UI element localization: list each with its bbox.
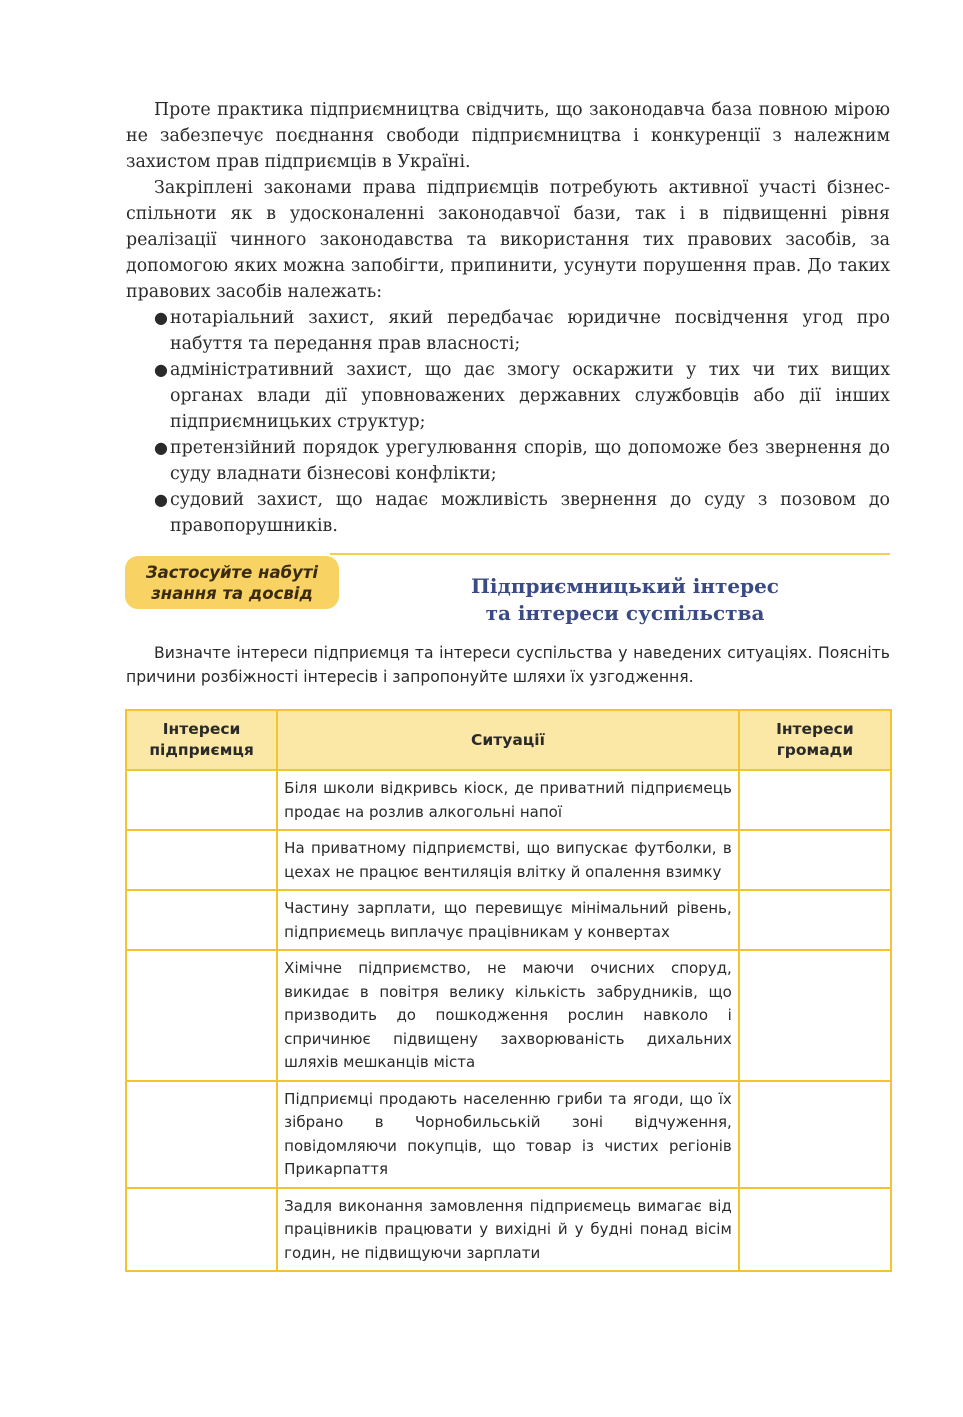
entrepreneur-interest-cell[interactable] — [126, 830, 277, 890]
list-item: ● судовий захист, що надає можливість звернення до суду з позовом до правопорушників. — [126, 487, 890, 539]
task-title-line1: Підприємницький інтерес — [471, 574, 779, 598]
situations-table — [125, 709, 892, 1272]
main-text — [126, 97, 890, 539]
list-item: ● претензійний порядок урегулювання спорів, що допоможе без звернення до суду владнати бізнесові конфлікти; — [126, 435, 890, 487]
task-title-line2: та інтереси суспільства — [485, 601, 765, 625]
header-entrepreneur-interests: Інтереси підприємця — [126, 710, 277, 770]
list-item: ● адміністративний захист, що дає змогу оскаржити у тих чи тих вищих органах влади дії уповноважених державних службовців або дії інших підприємницьких структур; — [126, 357, 890, 435]
table-row — [126, 770, 891, 830]
bullet-icon: ● — [154, 308, 168, 327]
task-badge — [125, 556, 339, 609]
situation-cell: Підприємці продають населенню гриби та ягоди, що їх зібрано в Чорнобильській зоні відчуження, повідомляючи покупців, що товар із чистих регіонів Прикарпаття — [277, 1081, 739, 1188]
entrepreneur-interest-cell[interactable] — [126, 1081, 277, 1188]
entrepreneur-interest-cell[interactable] — [126, 950, 277, 1081]
community-interest-cell[interactable] — [739, 1081, 891, 1188]
task-intro: Визначте інтереси підприємця та інтереси суспільства у наведених ситуаціях. Поясніть причини розбіжності інтересів і запропонуйте шляхи їх узгодження. — [126, 644, 890, 686]
situation-cell: Задля виконання замовлення підприємець вимагає від працівників працювати у вихідні й у будні понад вісім годин, не підвищуючи зарплати — [277, 1188, 739, 1272]
community-interest-cell[interactable] — [739, 1188, 891, 1272]
paragraph-2: Закріплені законами права підприємців потребують активної участі бізнес-спільноти як в удосконаленні законодавчої бази, так і в підвищенні рівня реалізації чинного законодавства та використання тих правових засобів, за допомогою яких можна запобігти, припинити, усунути порушення прав. До таких правових засобів належать: — [126, 178, 890, 302]
situation-cell: Хімічне підприємство, не маючи очисних споруд, викидає в повітря велику кількість забрудників, що призводить до пошкодження рослин навколо і спричинює підвищену захворюваність дихальних шляхів мешканців міста — [277, 950, 739, 1081]
table-row — [126, 950, 891, 1081]
section-divider — [330, 553, 890, 555]
paragraph-1: Проте практика підприємництва свідчить, що законодавча база повною мірою не забезпечує поєднання свободи підприємництва і конкуренції з належним захистом прав підприємців в Україні. — [126, 100, 890, 172]
list-item: ● нотаріальний захист, який передбачає юридичне посвідчення угод про набуття та передання прав власності; — [126, 305, 890, 357]
community-interest-cell[interactable] — [739, 830, 891, 890]
task-badge-line1: Застосуйте набуті — [145, 562, 319, 582]
situation-cell: Біля школи відкривсь кіоск, де приватний підприємець продає на розлив алкогольні напої — [277, 770, 739, 830]
table-row — [126, 1081, 891, 1188]
table-row — [126, 1188, 891, 1272]
community-interest-cell[interactable] — [739, 770, 891, 830]
header-community-interests: Інтереси громади — [739, 710, 891, 770]
bullet-icon: ● — [154, 438, 168, 457]
task-title — [400, 573, 850, 627]
table-row — [126, 830, 891, 890]
entrepreneur-interest-cell[interactable] — [126, 890, 277, 950]
entrepreneur-interest-cell[interactable] — [126, 770, 277, 830]
bullet-icon: ● — [154, 490, 168, 509]
legal-remedies-list — [126, 305, 890, 539]
task-badge-line2: знання та досвід — [151, 583, 313, 603]
community-interest-cell[interactable] — [739, 890, 891, 950]
bullet-icon: ● — [154, 360, 168, 379]
table-row — [126, 890, 891, 950]
header-situations: Ситуації — [277, 710, 739, 770]
table-header-row — [126, 710, 891, 770]
community-interest-cell[interactable] — [739, 950, 891, 1081]
situation-cell: Частину зарплати, що перевищує мінімальний рівень, підприємець виплачує працівникам у конвертах — [277, 890, 739, 950]
situation-cell: На приватному підприємстві, що випускає футболки, в цехах не працює вентиляція влітку й опалення взимку — [277, 830, 739, 890]
entrepreneur-interest-cell[interactable] — [126, 1188, 277, 1272]
